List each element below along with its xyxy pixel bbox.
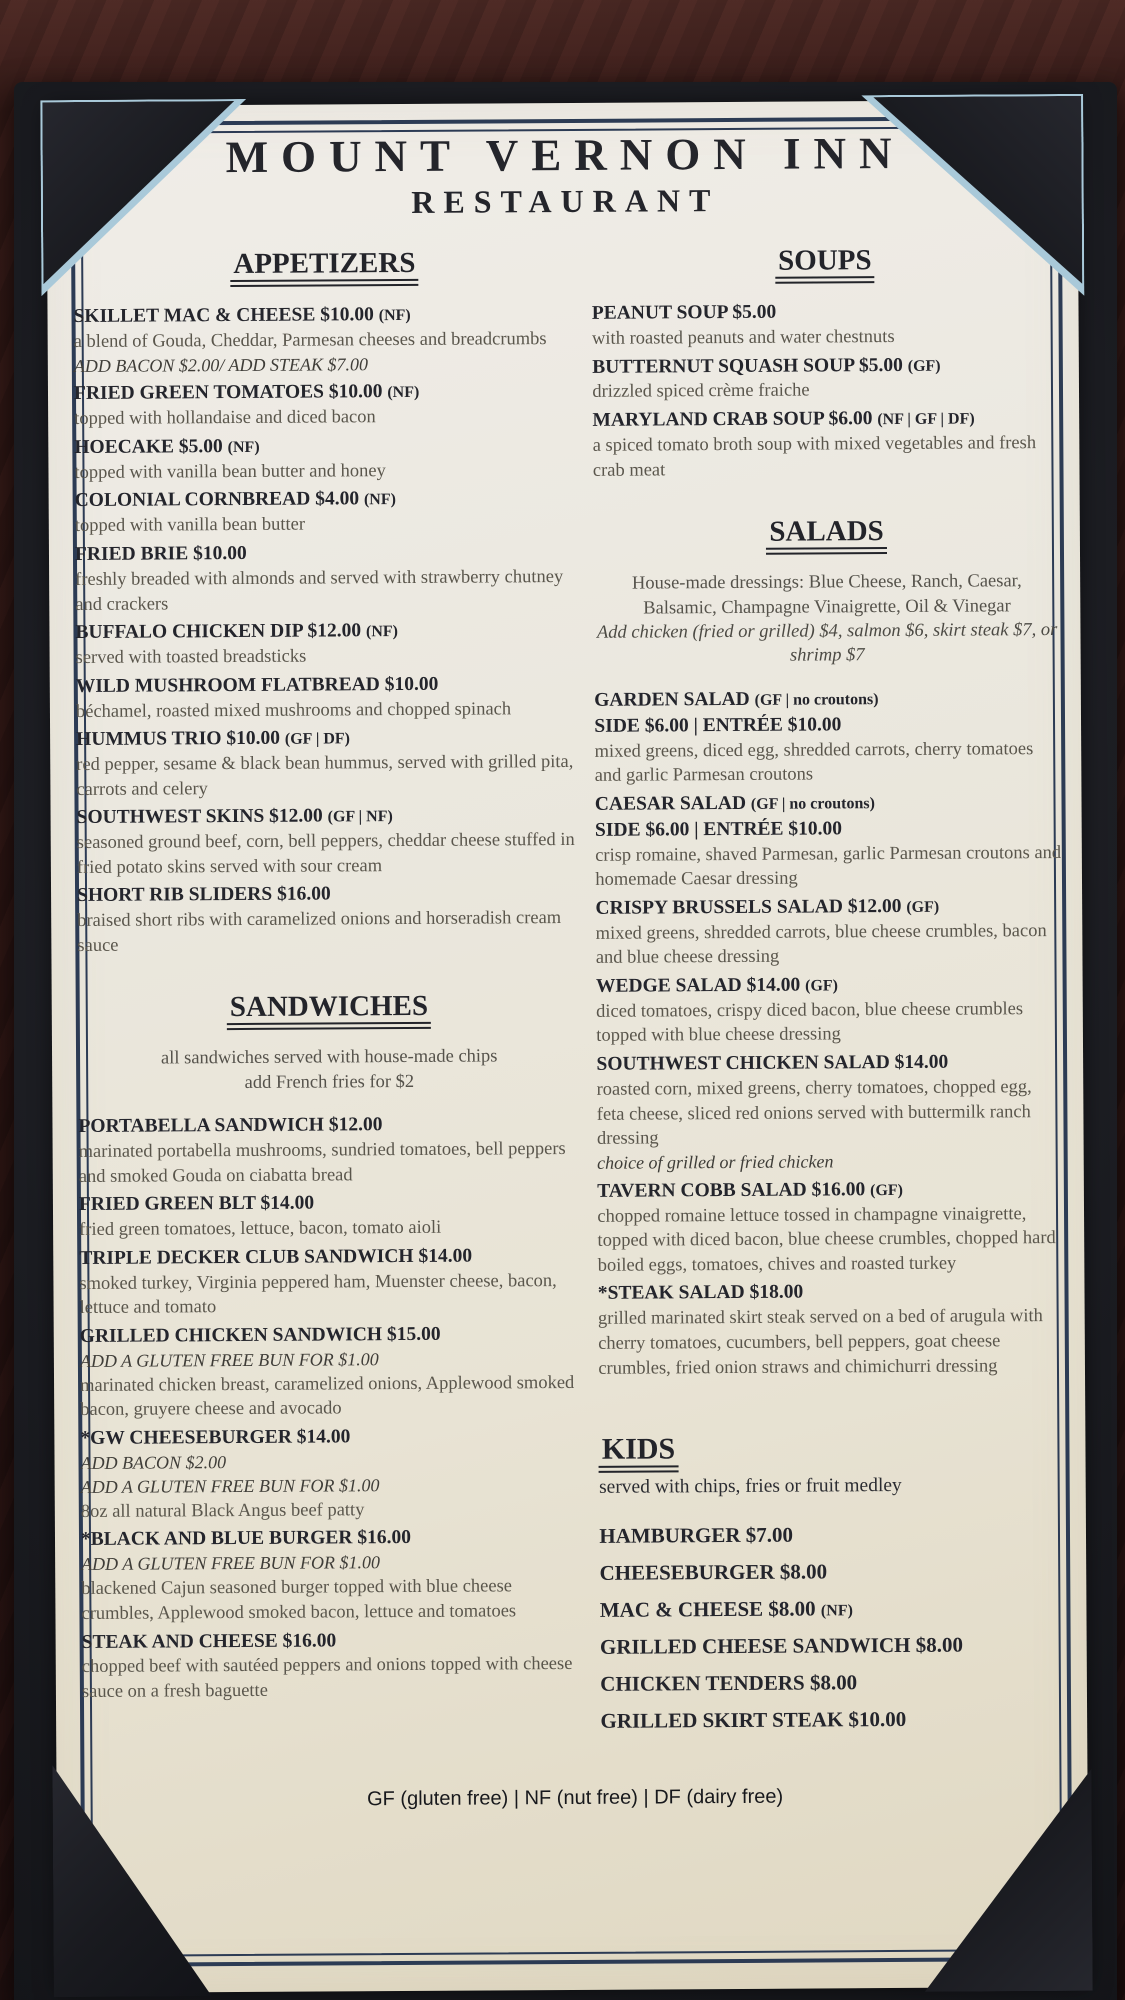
section-title: SALADS	[766, 515, 887, 555]
item-name-line	[80, 1321, 582, 1350]
item-diet-tag: (NF)	[378, 306, 411, 325]
item-name-line	[599, 1516, 1066, 1553]
section-intro-line: House-made dressings: Blue Cheese, Ranch, Caesar, Balsamic, Champagne Vinaigrette, Oil & Vinegar	[631, 571, 1022, 619]
section-intro-line: add French fries for $2	[244, 1071, 415, 1093]
item-name: SOUTHWEST SKINS $12.00	[76, 805, 323, 829]
item-name-line	[81, 1524, 583, 1553]
item-diet-tag: (GF | no croutons)	[754, 690, 879, 709]
item-description: chopped beef with sautéed peppers and onions topped with cheese sauce on a fresh baguette	[81, 1654, 573, 1702]
menu-item	[600, 1701, 1067, 1738]
item-name-line	[595, 789, 1062, 818]
item-description: mixed greens, diced egg, shredded carrots, cherry tomatoes and garlic Parmesan croutons	[594, 738, 1034, 787]
menu-item	[73, 301, 576, 379]
item-name: GRILLED CHICKEN SANDWICH $15.00	[79, 1323, 441, 1348]
item-name-line	[600, 1664, 1067, 1701]
item-name-line	[592, 405, 1059, 434]
item-name-line	[77, 880, 579, 909]
item-note: ADD A GLUTEN FREE BUN FOR $1.00	[80, 1475, 380, 1497]
item-description: braised short ribs with caramelized onions and horseradish cream sauce	[77, 908, 562, 956]
section-intro	[599, 1472, 1066, 1501]
item-description: a blend of Gouda, Cheddar, Parmesan cheeses and breadcrumbs	[73, 329, 547, 352]
item-description: mixed greens, shredded carrots, blue cheese crumbles, bacon and blue cheese dressing	[595, 920, 1047, 969]
item-name: TAVERN COBB SALAD $16.00	[597, 1178, 866, 1202]
menu-item	[592, 405, 1059, 483]
section-items	[599, 1516, 1067, 1738]
menu-item	[599, 1516, 1066, 1553]
section-intro	[593, 569, 1060, 669]
item-name: FRIED GREEN TOMATOES $10.00	[73, 381, 383, 405]
item-name-line	[597, 1176, 1064, 1205]
section-intro-line: Add chicken (fried or grilled) $4, salmon $6, skirt steak $7, or shrimp $7	[596, 619, 1058, 666]
item-price-line: SIDE $6.00 | ENTRÉE $10.00	[594, 818, 843, 841]
item-name-line	[78, 1111, 580, 1140]
section-items	[78, 1111, 584, 1704]
item-name: GARDEN SALAD	[594, 688, 750, 711]
item-note: ADD A GLUTEN FREE BUN FOR $1.00	[81, 1552, 381, 1575]
item-diet-tag: (NF)	[365, 623, 399, 641]
menu-item	[76, 724, 579, 802]
item-name-line	[79, 1243, 581, 1272]
item-description: grilled marinated skirt steak served on a bed of arugula with cherry tomatoes, cucumbers, bell peppers, goat cheese crumbles, fried onion straws and chimichurri dressing	[597, 1306, 1043, 1379]
item-name-line	[76, 724, 578, 753]
item-name-line	[598, 1278, 1065, 1307]
item-name: SOUTHWEST CHICKEN SALAD $14.00	[596, 1051, 949, 1075]
menu-item	[74, 432, 577, 486]
section-title: SANDWICHES	[227, 990, 431, 1030]
item-description: crisp romaine, shaved Parmesan, garlic Parmesan croutons and homemade Caesar dressing	[595, 842, 1062, 891]
item-diet-tag: (GF)	[906, 898, 940, 916]
item-name: *GW CHEESEBURGER $14.00	[80, 1426, 351, 1450]
item-diet-tag: (GF)	[907, 357, 941, 375]
menu-item	[75, 539, 578, 617]
diet-legend: GF (gluten free) | NF (nut free) | DF (dairy free)	[366, 1785, 784, 1811]
section-intro-line: served with chips, fries or fruit medley	[598, 1475, 902, 1498]
menu-item	[600, 1664, 1067, 1701]
menu-item	[80, 1423, 583, 1524]
item-name: HUMMUS TRIO $10.00	[76, 727, 281, 751]
item-diet-tag: (GF)	[870, 1181, 904, 1199]
item-price-line: SIDE $6.00 | ENTRÉE $10.00	[594, 714, 842, 737]
item-name: COLONIAL CORNBREAD $4.00	[74, 488, 360, 512]
menu-section-salads	[593, 514, 1065, 1381]
item-description: marinated portabella mushrooms, sundried tomatoes, bell peppers and smoked Gouda on ciabatta bread	[78, 1139, 566, 1187]
item-diet-tag: (GF | NF)	[327, 808, 393, 826]
item-description: drizzled spiced crème fraiche	[592, 380, 810, 403]
section-heading-appetizers	[73, 246, 576, 282]
item-diet-tag: (NF)	[227, 438, 260, 457]
item-name-line	[75, 485, 577, 514]
section-heading-salads	[593, 514, 1060, 550]
item-description: topped with vanilla bean butter	[74, 515, 306, 537]
item-name-line	[600, 1701, 1067, 1738]
menu-item	[75, 485, 578, 539]
menu-item	[79, 1189, 582, 1243]
menu-section-sandwiches	[78, 989, 585, 1704]
item-description: with roasted peanuts and water chestnuts	[591, 326, 895, 349]
item-name-line	[595, 893, 1062, 922]
item-diet-tag: (NF)	[363, 491, 396, 509]
item-name-line	[73, 301, 575, 330]
menu-item	[80, 1321, 583, 1423]
item-name: SKILLET MAC & CHEESE $10.00	[73, 304, 374, 328]
item-name: CAESAR SALAD	[594, 792, 747, 815]
item-name-line	[76, 671, 578, 700]
item-name-line	[75, 617, 577, 646]
item-diet-tag: (GF)	[805, 977, 839, 995]
menu-item	[592, 352, 1059, 405]
item-description: seasoned ground beef, corn, bell peppers, cheddar cheese stuffed in fried potato skins served with sour cream	[76, 830, 575, 878]
section-heading-kids	[599, 1430, 1066, 1467]
item-diet-tag: (NF | GF | DF)	[877, 410, 975, 429]
item-name-line	[80, 1423, 582, 1452]
item-description: diced tomatoes, crispy diced bacon, blue cheese crumbles topped with blue cheese dressing	[596, 999, 1024, 1047]
menu-item	[595, 893, 1062, 971]
menu-page	[46, 100, 1089, 1993]
item-name: PORTABELLA SANDWICH $12.00	[78, 1114, 383, 1138]
item-name-line	[74, 378, 576, 407]
menu-item	[597, 1176, 1064, 1279]
section-items	[73, 301, 579, 959]
item-name: MAC & CHEESE $8.00	[599, 1596, 816, 1622]
right-column	[591, 243, 1067, 1741]
item-name: WEDGE SALAD $14.00	[595, 974, 801, 997]
item-name: WILD MUSHROOM FLATBREAD $10.00	[75, 673, 439, 697]
item-note: ADD BACON $2.00	[80, 1452, 227, 1473]
item-name: STEAK AND CHEESE $16.00	[81, 1629, 337, 1653]
item-description: béchamel, roasted mixed mushrooms and chopped spinach	[75, 698, 512, 722]
menu-item	[594, 685, 1061, 789]
section-items	[592, 298, 1060, 483]
menu-item	[81, 1524, 584, 1626]
item-description: fried green tomatoes, lettuce, bacon, tomato aioli	[79, 1218, 442, 1241]
menu-item	[77, 880, 580, 958]
menu-columns	[73, 243, 1067, 1744]
item-name: *BLACK AND BLUE BURGER $16.00	[80, 1527, 411, 1551]
item-name-line	[79, 1189, 581, 1218]
left-column	[73, 246, 584, 1744]
item-description: red pepper, sesame & black bean hummus, served with grilled pita, carrots and celery	[76, 752, 574, 800]
item-name-line	[596, 971, 1063, 1000]
item-description: smoked turkey, Virginia peppered ham, Muenster cheese, bacon, lettuce and tomato	[79, 1270, 557, 1319]
menu-item	[75, 617, 578, 671]
menu-item	[595, 789, 1062, 893]
item-name-line	[599, 1553, 1066, 1590]
item-name: CRISPY BRUSSELS SALAD $12.00	[595, 895, 902, 919]
section-intro-line: all sandwiches served with house-made chips	[160, 1046, 498, 1069]
item-name-line	[592, 352, 1059, 381]
section-intro	[78, 1044, 581, 1096]
item-name: HAMBURGER $7.00	[599, 1522, 794, 1548]
item-description: marinated chicken breast, caramelized onions, Applewood smoked bacon, gruyere cheese and avocado	[80, 1372, 575, 1421]
menu-section-appetizers	[73, 246, 580, 959]
item-description: blackened Cajun seasoned burger topped with blue cheese crumbles, Applewood smoked bacon, lettuce and tomatoes	[81, 1576, 517, 1624]
item-name: BUTTERNUT SQUASH SOUP $5.00	[592, 354, 903, 378]
menu-section-soups	[591, 243, 1059, 483]
item-name: *STEAK SALAD $18.00	[597, 1281, 804, 1305]
menu-item	[79, 1243, 582, 1321]
menu-title-block	[72, 126, 1058, 223]
item-name-line	[82, 1626, 584, 1655]
item-name: PEANUT SOUP $5.00	[591, 301, 777, 324]
section-title: APPETIZERS	[230, 247, 418, 287]
menu-item	[600, 1627, 1067, 1664]
section-heading-soups	[591, 243, 1058, 279]
item-name-line	[600, 1590, 1067, 1627]
item-name-line	[75, 539, 577, 568]
item-description: topped with hollandaise and diced bacon	[74, 407, 376, 430]
section-title: SOUPS	[775, 244, 875, 284]
item-diet-tag: (GF | no croutons)	[750, 794, 875, 813]
item-name: MARYLAND CRAB SOUP $6.00	[592, 408, 873, 431]
section-items	[594, 685, 1065, 1381]
item-name-line	[592, 298, 1059, 327]
item-name-line	[77, 802, 579, 831]
item-name: GRILLED SKIRT STEAK $10.00	[600, 1706, 907, 1733]
menu-item	[596, 971, 1063, 1049]
item-description: freshly breaded with almonds and served with strawberry chutney and crackers	[75, 566, 564, 615]
item-name: SHORT RIB SLIDERS $16.00	[77, 883, 331, 907]
menu-item	[77, 802, 580, 880]
menu-item	[78, 1111, 581, 1189]
item-note: ADD A GLUTEN FREE BUN FOR $1.00	[79, 1349, 379, 1371]
item-name-line	[600, 1627, 1067, 1664]
item-name-line	[74, 432, 576, 461]
item-name: TRIPLE DECKER CLUB SANDWICH $14.00	[79, 1245, 473, 1269]
item-diet-tag: (NF)	[387, 384, 420, 402]
section-title: KIDS	[599, 1432, 679, 1472]
item-description: a spiced tomato broth soup with mixed vegetables and fresh crab meat	[592, 433, 1037, 481]
item-note: choice of grilled or fried chicken	[596, 1151, 834, 1173]
item-name-line	[594, 685, 1061, 714]
item-name: HOECAKE $5.00	[74, 436, 223, 458]
menu-item	[598, 1278, 1065, 1381]
menu-item	[76, 671, 579, 725]
menu-item	[599, 1553, 1066, 1590]
restaurant-subtitle: RESTAURANT	[411, 182, 720, 220]
item-description: served with toasted breadsticks	[75, 646, 307, 669]
item-description: roasted corn, mixed greens, cherry tomatoes, chopped egg, feta cheese, sliced red onions served with buttermilk ranch dressing	[596, 1077, 1032, 1149]
section-heading-sandwiches	[78, 989, 581, 1025]
menu-section-kids	[599, 1430, 1068, 1738]
menu-content	[60, 108, 1078, 1993]
restaurant-name: MOUNT VERNON INN	[225, 127, 905, 183]
item-description: chopped romaine lettuce tossed in champagne vinaigrette, topped with diced bacon, blue cheese crumbles, chopped hard boiled eggs, tomatoes, chives and roasted turkey	[597, 1203, 1056, 1276]
menu-item	[600, 1590, 1067, 1627]
item-name: CHICKEN TENDERS $8.00	[600, 1670, 858, 1696]
menu-item	[592, 298, 1059, 351]
item-description: 8oz all natural Black Angus beef patty	[80, 1500, 365, 1522]
item-name-line	[596, 1049, 1063, 1078]
item-diet-tag: (NF)	[820, 1602, 853, 1620]
item-note: ADD BACON $2.00/ ADD STEAK $7.00	[73, 353, 369, 376]
menu-item	[74, 378, 577, 432]
item-name: FRIED BRIE $10.00	[74, 542, 247, 565]
item-name: GRILLED CHEESE SANDWICH $8.00	[599, 1632, 963, 1659]
menu-item	[82, 1626, 585, 1704]
item-name: FRIED GREEN BLT $14.00	[78, 1192, 315, 1216]
item-description: topped with vanilla bean butter and honey	[74, 460, 386, 483]
menu-item	[596, 1049, 1063, 1175]
item-diet-tag: (GF | DF)	[284, 730, 351, 748]
item-name: BUFFALO CHICKEN DIP $12.00	[75, 620, 362, 644]
item-name: CHEESEBURGER $8.00	[599, 1559, 828, 1585]
